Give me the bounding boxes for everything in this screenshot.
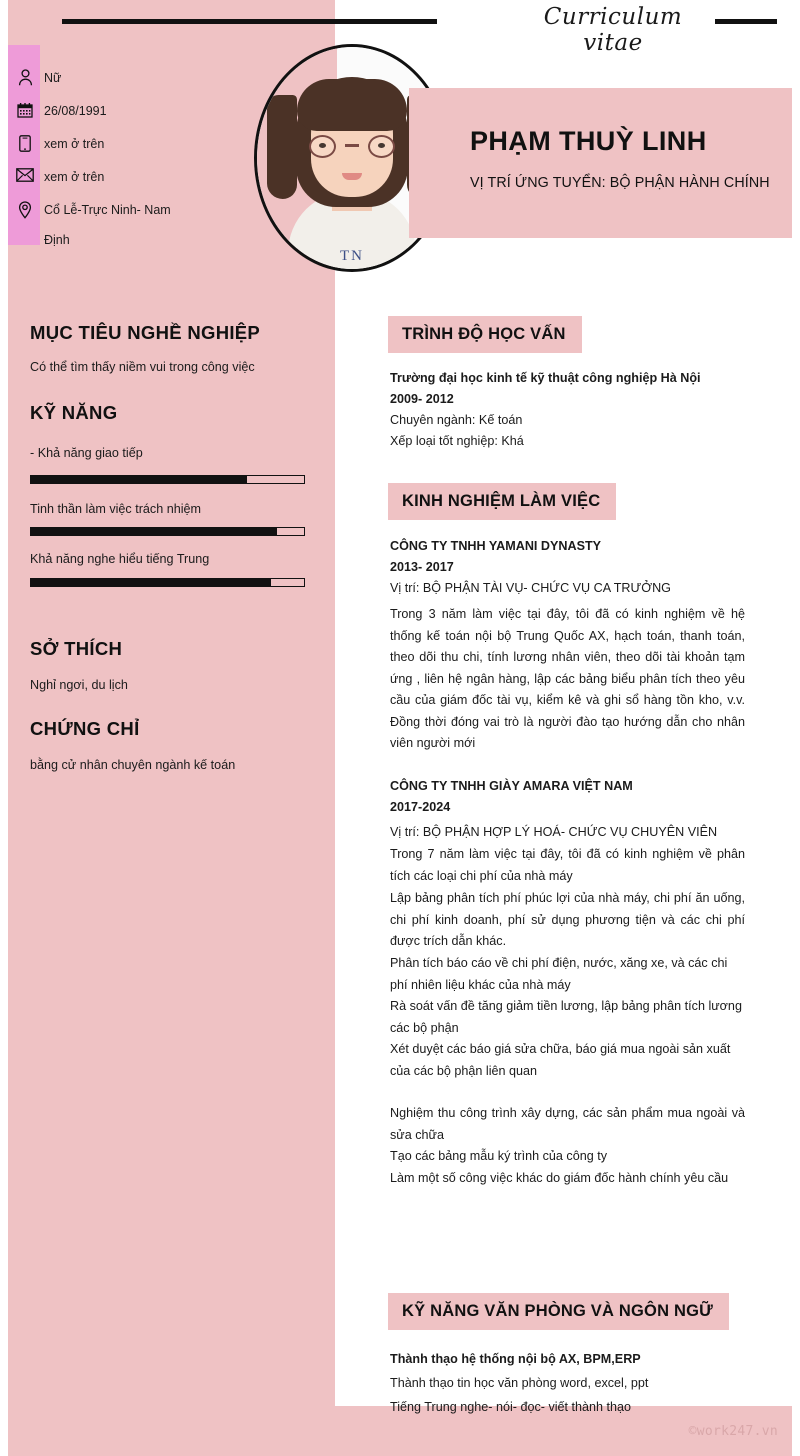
job1-years: 2013- 2017 [390, 560, 454, 574]
cv-script-title: Curriculum vitae [543, 4, 683, 56]
contact-value: Nữ [44, 71, 62, 85]
experience-heading: KINH NGHIỆM LÀM VIỆC [388, 483, 616, 520]
page-edge-right [792, 0, 800, 1456]
office-skills-line-2: Thành thạo tin học văn phòng word, excel, ppt [390, 1376, 649, 1390]
job1-company: CÔNG TY TNHH YAMANI DYNASTY [390, 539, 602, 553]
job2-line: Rà soát vấn đề tăng giảm tiền lương, lập bảng phân tích lương các bộ phận [390, 999, 742, 1035]
education-major: Chuyên ngành: Kế toán [390, 413, 523, 427]
photo-hair-fringe [297, 79, 407, 131]
photo-glasses-right [368, 135, 395, 158]
name-banner [409, 88, 792, 238]
contact-value: 26/08/1991 [44, 104, 107, 118]
skill-label: Khả năng nghe hiểu tiếng Trung [30, 552, 210, 566]
header-rule-long [62, 19, 437, 24]
photo-hair-left [267, 95, 297, 199]
education-years: 2009- 2012 [390, 392, 454, 406]
watermark: ©work247.vn [688, 1424, 778, 1439]
envelope-icon [12, 167, 38, 182]
job2-line: Tạo các bảng mẫu ký trình của công ty [390, 1149, 608, 1163]
objective-text: Có thể tìm thấy niềm vui trong công việc [30, 360, 255, 374]
skill-bar [30, 578, 305, 587]
contact-value: Cổ Lễ-Trực Ninh- Nam [44, 203, 171, 217]
job1-description: Trong 3 năm làm việc tại đây, tôi đã có kinh nghiệm về hệ thống kế toán nội bộ Trung Quốc AX, hạch toán, thanh toán, theo dõi thu chi, tính lương nhân viên, theo dõi tài khoản tạm ứng , liên hệ ngân hàng, lập các bảng biểu phân tích theo yêu cầu của giám đốc tài vụ, kiểm kê và ghi sổ hàng tồn kho, v.v. Đồng thời đóng vai trò là người đào tạo hướng dẫn cho nhân viên người mới [390, 607, 745, 750]
skill-label: - Khả năng giao tiếp [30, 446, 143, 460]
job2-years: 2017-2024 [390, 800, 451, 814]
contact-address-second-line: Định [44, 233, 70, 247]
photo-glasses-left [309, 135, 336, 158]
objective-heading: MỤC TIÊU NGHỀ NGHIỆP [30, 322, 261, 343]
location-pin-icon [12, 200, 38, 219]
office-skills-line-3: Tiếng Trung nghe- nói- đọc- viết thành thạo [390, 1400, 632, 1414]
skill-bar [30, 475, 305, 484]
education-grade: Xếp loại tốt nghiệp: Khá [390, 434, 524, 448]
interests-text: Nghỉ ngơi, du lịch [30, 678, 128, 692]
contact-value: xem ở trên [44, 137, 105, 151]
job2-line: Làm một số công việc khác do giám đốc hành chính yêu cầu [390, 1171, 729, 1185]
skills-heading: KỸ NĂNG [30, 402, 118, 423]
education-heading: TRÌNH ĐỘ HỌC VẤN [388, 316, 582, 353]
job2-company: CÔNG TY TNHH GIÀY AMARA VIỆT NAM [390, 779, 633, 793]
skill-label: Tinh thần làm việc trách nhiệm [30, 502, 202, 516]
office-skills-heading: KỸ NĂNG VĂN PHÒNG VÀ NGÔN NGỮ [388, 1293, 729, 1330]
photo-shirt-text: TN [340, 248, 364, 264]
phone-icon [12, 134, 38, 152]
photo-glasses-bridge [345, 144, 359, 147]
job1-position: Vị trí: BỘ PHẬN TÀI VỤ- CHỨC VỤ CA TRƯỞNG [390, 581, 671, 595]
skill-bar [30, 527, 305, 536]
job2-line: Trong 7 năm làm việc tại đây, tôi đã có kinh nghiệm về phân tích các loại chi phí của nhà máy [390, 847, 745, 883]
job2-line: Phân tích báo cáo về chi phí điện, nước, xăng xe, và các chi phí nhiên liệu khác của nhà máy [390, 956, 728, 992]
education-school: Trường đại học kinh tế kỹ thuật công nghiệp Hà Nội [390, 371, 701, 385]
calendar-icon [12, 101, 38, 118]
interests-heading: SỞ THÍCH [30, 638, 123, 659]
page-edge-left [0, 0, 8, 1456]
job2-line: Nghiệm thu công trình xây dựng, các sản phẩm mua ngoài và sửa chữa [390, 1106, 745, 1142]
applied-position: VỊ TRÍ ỨNG TUYỂN: BỘ PHẬN HÀNH CHÍNH [470, 175, 770, 191]
job2-position: Vị trí: BỘ PHẬN HỢP LÝ HOÁ- CHỨC VỤ CHUYÊN VIÊN [390, 825, 718, 839]
header-rule-short [715, 19, 777, 24]
job2-line: Lập bảng phân tích phí phúc lợi của nhà máy, chi phí ăn uống, chi phí kinh doanh, phí sử dụng phương tiện và các chi phí được trích dẫn khác. [390, 891, 745, 948]
job2-line: Xét duyệt các báo giá sửa chữa, báo giá mua ngoài sản xuất của các bộ phận liên quan [390, 1042, 731, 1078]
person-icon [12, 68, 38, 86]
candidate-name: PHẠM THUỲ LINH [470, 126, 707, 156]
contact-value: xem ở trên [44, 170, 105, 184]
certificates-heading: CHỨNG CHỈ [30, 718, 140, 739]
office-skills-line-1: Thành thạo hệ thống nội bộ AX, BPM,ERP [390, 1352, 641, 1366]
certificates-text: bằng cử nhân chuyên ngành kế toán [30, 758, 236, 772]
